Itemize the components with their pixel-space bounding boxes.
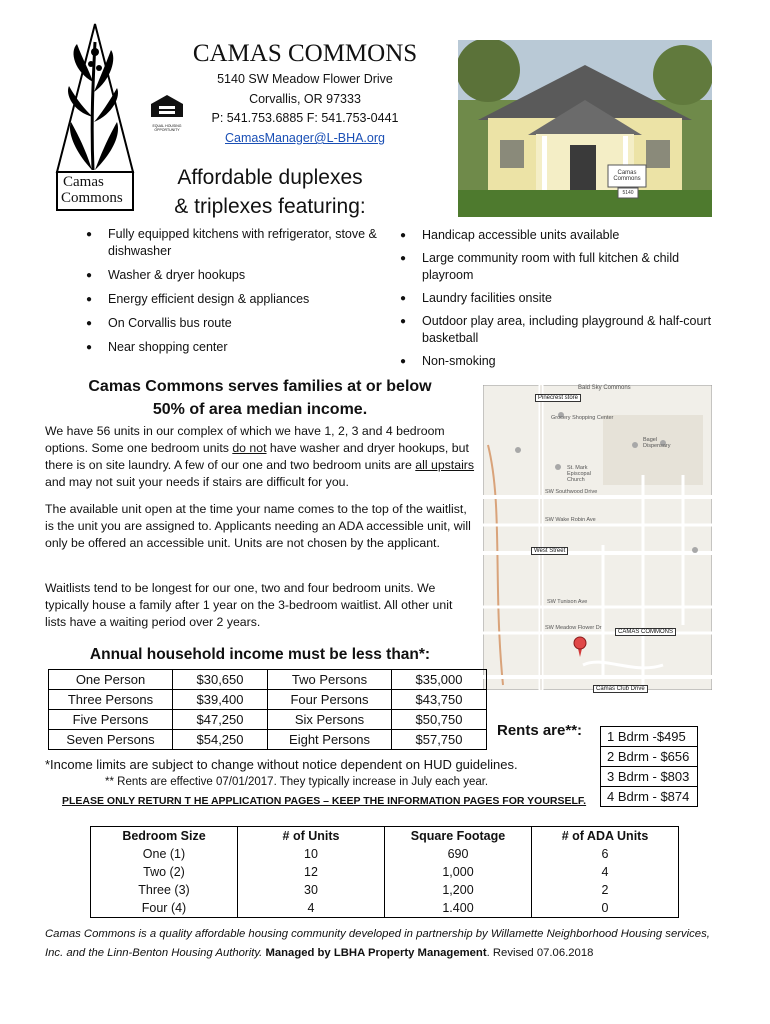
income-cell: $35,000 (392, 670, 487, 690)
income-cell: Five Persons (49, 710, 173, 730)
phone-fax: P: 541.753.6885 F: 541.753-0441 (211, 111, 399, 125)
table-row (91, 899, 679, 918)
units-cell: 4 (532, 863, 679, 881)
table-header-row (91, 827, 679, 846)
serves-heading (75, 375, 445, 421)
income-cell: $57,750 (392, 730, 487, 750)
table-row (601, 787, 698, 807)
photo-sign-2: 5140 (622, 190, 634, 196)
map-label-camas: CAMAS COMMONS (615, 628, 676, 636)
units-cell: 12 (238, 863, 385, 881)
building-photo (458, 40, 712, 217)
map-label-top: Pinecrest store (535, 394, 581, 402)
column-header: # of ADA Units (532, 827, 679, 846)
subtitle-line2: & triplexes featuring: (174, 195, 366, 218)
serves-line2: 50% of area median income. (152, 401, 368, 418)
units-cell: Four (4) (91, 899, 238, 918)
table-row (49, 670, 487, 690)
rent-cell: 3 Bdrm - $803 (601, 767, 698, 787)
units-cell: 1,200 (385, 881, 532, 899)
map-label-top2: Bald Sky Commons (578, 385, 631, 391)
map-street-2: SW Wake Robin Ave (545, 517, 596, 523)
table-row (91, 881, 679, 899)
units-cell: 2 (532, 881, 679, 899)
units-table (90, 826, 679, 918)
footer-italic: Camas Commons is a quality affordable housing community developed in partnership by Willamette Neighborhood Housing services, Inc. and the Linn-Benton Housing Authority. (45, 928, 710, 959)
map-label-mid: West Street (531, 547, 568, 555)
table-row (91, 845, 679, 863)
feature-item: ● Near shopping center (86, 339, 391, 356)
table-row (49, 710, 487, 730)
eho-text-2: OPPORTUNITY (154, 128, 180, 132)
subtitle-line1: Affordable duplexes (177, 166, 363, 189)
paragraph-wait-times: Waitlists tend to be longest for our one, two and four bedroom units. We typically house a family after 1 year on the 3-bedroom waitlist. All other unit lists have a waiting period over 2 years. (45, 581, 453, 629)
income-cell: Four Persons (268, 690, 392, 710)
units-cell: 4 (238, 899, 385, 918)
income-cell: $39,400 (173, 690, 268, 710)
map-street-3: SW Meadow Flower Dr (545, 625, 602, 631)
para1-emph-do-not: do not (232, 441, 267, 455)
rents-table (600, 726, 698, 807)
income-cell: $30,650 (173, 670, 268, 690)
paragraph-units (45, 423, 475, 491)
feature-item: ● Handicap accessible units available (400, 227, 730, 244)
para1-text-e: and may not suit your needs if stairs are difficult for you. (45, 475, 349, 489)
income-cell: Three Persons (49, 690, 173, 710)
table-row (49, 730, 487, 750)
rent-cell: 4 Bdrm - $874 (601, 787, 698, 807)
units-cell: One (1) (91, 845, 238, 863)
footer (45, 925, 725, 963)
rent-cell: 1 Bdrm -$495 (601, 727, 698, 747)
para1-text-a: We have 56 units in our complex of which we have 1, 2, 3 and 4 bedroom options. Some one bedroom units (45, 424, 445, 455)
column-header: Square Footage (385, 827, 532, 846)
email-line (170, 131, 440, 145)
para1-text-c: have washer and dryer hookups, but there is on site laundry. A few of our one and two bedroom units are (45, 441, 469, 472)
eho-text-1: EQUAL HOUSING (152, 124, 182, 128)
photo-sign: Camas Commons (613, 170, 641, 182)
income-cell: One Person (49, 670, 173, 690)
address-line2: Corvallis, OR 97333 (249, 92, 361, 106)
income-cell: Six Persons (268, 710, 392, 730)
column-header: # of Units (238, 827, 385, 846)
units-cell: 0 (532, 899, 679, 918)
units-cell: Three (3) (91, 881, 238, 899)
units-cell: 30 (238, 881, 385, 899)
footer-bold: Managed by LBHA Property Management (265, 947, 487, 959)
map-poi-1: Grocery Shopping Center (551, 415, 614, 421)
units-cell: 690 (385, 845, 532, 863)
return-note: PLEASE ONLY RETURN T HE APPLICATION PAGES – KEEP THE INFORMATION PAGES FOR YOURSELF. (62, 795, 587, 807)
table-row (601, 727, 698, 747)
logo-text-camas: Camas (63, 174, 104, 190)
table-row (601, 747, 698, 767)
table-row (49, 690, 487, 710)
table-row (601, 767, 698, 787)
paragraph-waitlist: The available unit open at the time your name comes to the top of the waitlist, is the unit you are assigned to. Applicants needing an ADA accessible unit, will only be offered an accessible unit. Units are not chosen by the applicant. (45, 502, 471, 550)
serves-line1: Camas Commons serves families at or below (88, 378, 432, 395)
address-line1: 5140 SW Meadow Flower Drive (217, 72, 393, 86)
income-cell: Seven Persons (49, 730, 173, 750)
units-cell: 1.400 (385, 899, 532, 918)
rent-note: ** Rents are effective 07/01/2017. They typically increase in July each year. (105, 776, 489, 788)
units-cell: 1,000 (385, 863, 532, 881)
page-title: CAMAS COMMONS (192, 40, 418, 67)
rents-label: Rents are**: (497, 722, 583, 739)
income-cell: $50,750 (392, 710, 487, 730)
rent-cell: 2 Bdrm - $656 (601, 747, 698, 767)
email-link[interactable]: CamasManager@L-BHA.org (225, 131, 385, 145)
para1-emph-upstairs: all upstairs (415, 458, 475, 472)
map-street-4: SW Tunison Ave (547, 599, 588, 605)
feature-item: ● Washer & dryer hookups (86, 267, 391, 284)
units-cell: 6 (532, 845, 679, 863)
feature-item: ● Large community room with full kitchen & child playroom (400, 250, 730, 284)
feature-item: ● Laundry facilities onsite (400, 290, 730, 307)
units-cell: 10 (238, 845, 385, 863)
income-table (48, 669, 487, 750)
column-header: Bedroom Size (91, 827, 238, 846)
income-cell: $43,750 (392, 690, 487, 710)
income-cell: Two Persons (268, 670, 392, 690)
features-right-list (400, 227, 730, 370)
units-cell: Two (2) (91, 863, 238, 881)
map-poi-2: St. Mark Episcopal Church (567, 465, 591, 483)
income-cell: Eight Persons (268, 730, 392, 750)
income-cell: $54,250 (173, 730, 268, 750)
table-row (91, 863, 679, 881)
income-title: Annual household income must be less than*: (89, 646, 431, 663)
income-cell: $47,250 (173, 710, 268, 730)
income-note: *Income limits are subject to change without notice dependent on HUD guidelines. (45, 757, 518, 772)
feature-item: ● Outdoor play area, including playground & half-court basketball (400, 313, 730, 347)
camas-commons-logo (55, 22, 135, 212)
map-label-drive: Camas Club Drive (593, 685, 648, 693)
location-map (483, 385, 712, 690)
features-left-list (86, 226, 391, 356)
map-poi-3: Bagel Dispensary (643, 437, 671, 449)
logo-text-commons: Commons (61, 190, 123, 206)
subtitle (150, 163, 390, 221)
map-street-1: SW Southwood Drive (545, 489, 598, 495)
footer-tail: . Revised 07.06.2018 (486, 947, 594, 959)
feature-item: ● On Corvallis bus route (86, 315, 391, 332)
feature-item: ● Non-smoking (400, 353, 730, 370)
feature-item: ● Energy efficient design & appliances (86, 291, 391, 308)
feature-item: ● Fully equipped kitchens with refrigerator, stove & dishwasher (86, 226, 391, 260)
